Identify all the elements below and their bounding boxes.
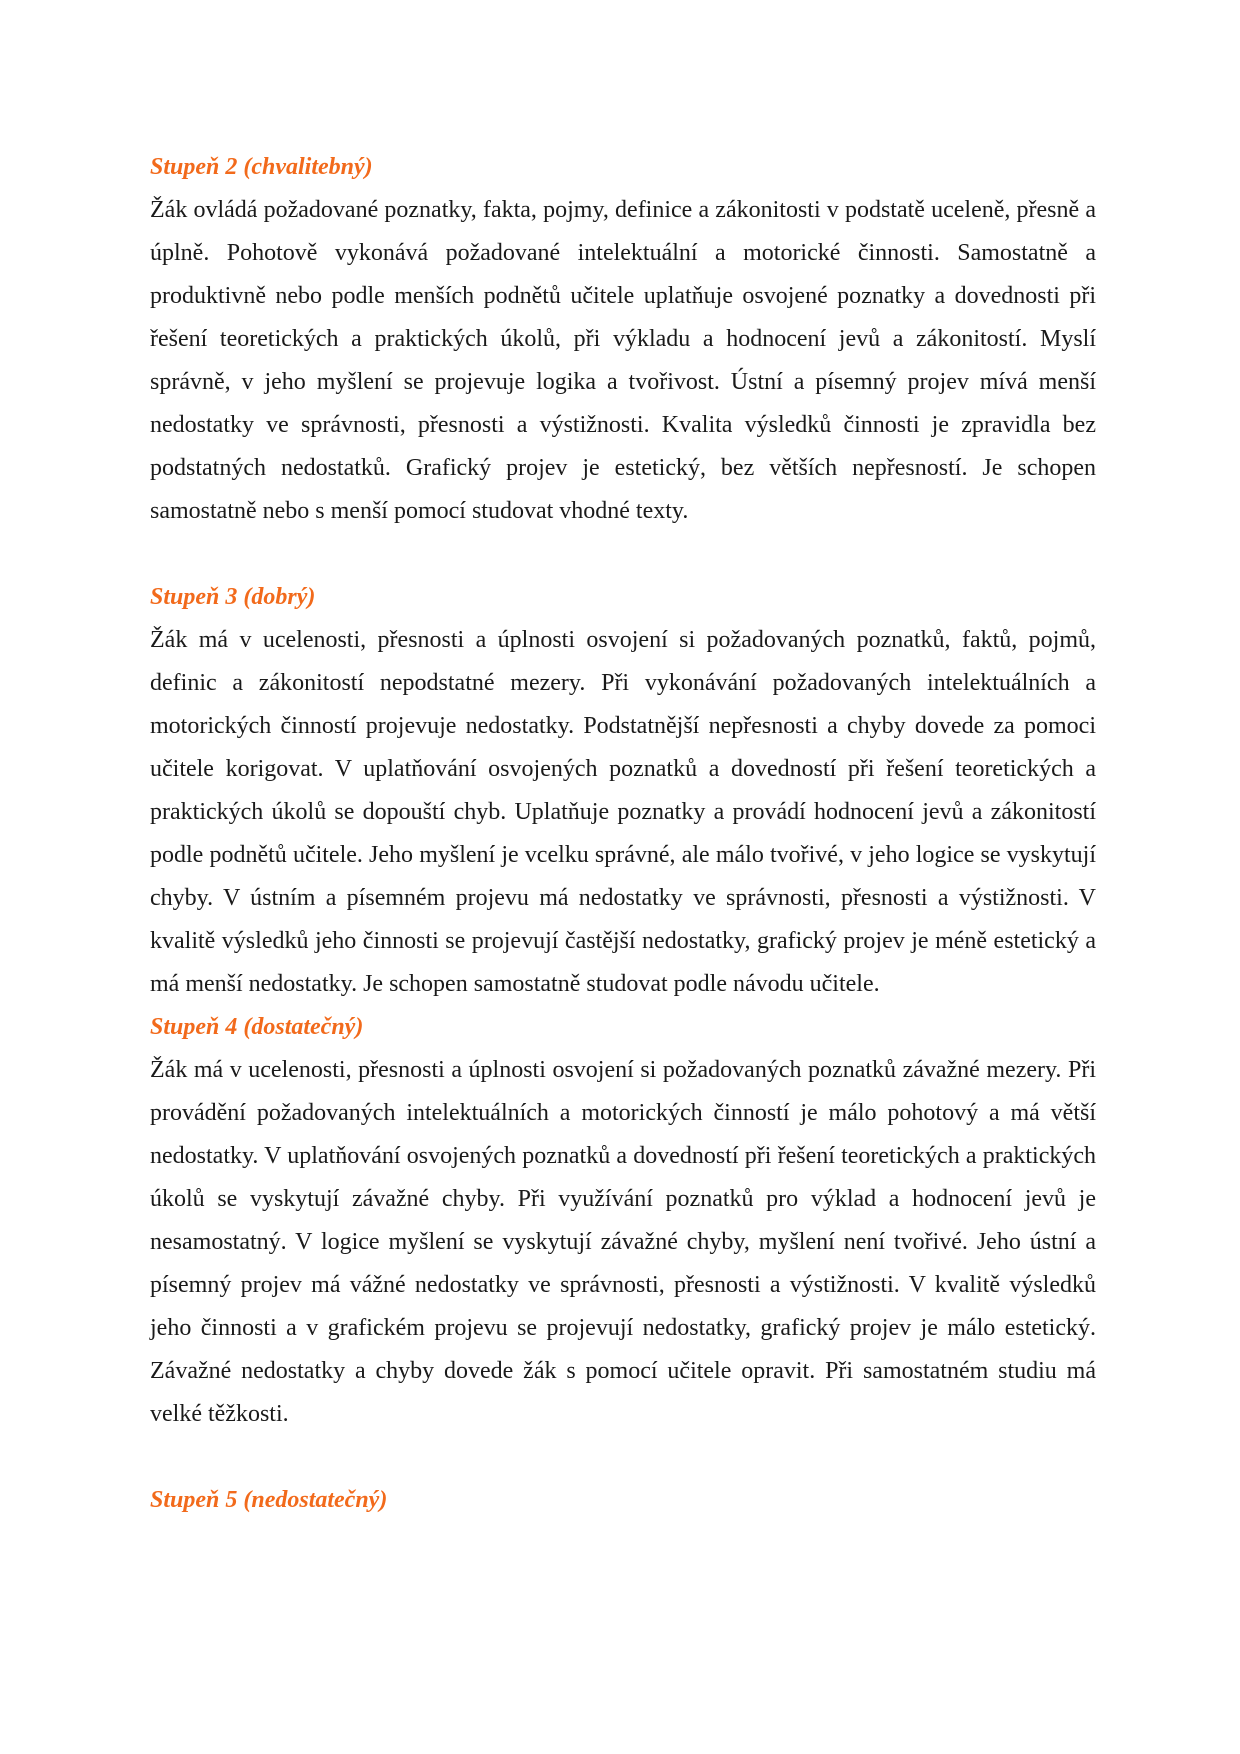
section-spacer: [150, 533, 1096, 576]
section-heading-grade-4: Stupeň 4 (dostatečný): [150, 1014, 364, 1040]
document-page: [150, 146, 1096, 1522]
section-spacer: [150, 1436, 1096, 1479]
section-text-grade-4: Žák má v ucelenosti, přesnosti a úplnosti osvojení si požadovaných poznatků závažné mezery. Při provádění požadovaných intelektuálních a motorických činností je málo pohotový a má větší nedostatky. V uplatňování osvojených poznatků a dovedností při řešení teoretických a praktických úkolů se vyskytují závažné chyby. Při využívání poznatků pro výklad a hodnocení jevů je nesamostatný. V logice myšlení se vyskytují závažné chyby, myšlení není tvořivé. Jeho ústní a písemný projev má vážné nedostatky ve správnosti, přesnosti a výstižnosti. V kvalitě výsledků jeho činnosti a v grafickém projevu se projevují nedostatky, grafický projev je málo estetický. Závažné nedostatky a chyby dovede žák s pomocí učitele opravit. Při samostatném studiu má velké těžkosti.: [150, 1057, 1096, 1427]
section-heading-grade-2: Stupeň 2 (chvalitebný): [150, 154, 373, 180]
section-text-grade-3: Žák má v ucelenosti, přesnosti a úplnosti osvojení si požadovaných poznatků, faktů, pojmů, definic a zákonitostí nepodstatné mezery. Při vykonávání požadovaných intelektuálních a motorických činností projevuje nedostatky. Podstatnější nepřesnosti a chyby dovede za pomoci učitele korigovat. V uplatňování osvojených poznatků a dovedností při řešení teoretických a praktických úkolů se dopouští chyb. Uplatňuje poznatky a provádí hodnocení jevů a zákonitostí podle podnětů učitele. Jeho myšlení je vcelku správné, ale málo tvořivé, v jeho logice se vyskytují chyby. V ústním a písemném projevu má nedostatky ve správnosti, přesnosti a výstižnosti. V kvalitě výsledků jeho činnosti se projevují častější nedostatky, grafický projev je méně estetický a má menší nedostatky. Je schopen samostatně studovat podle návodu učitele.: [150, 627, 1096, 997]
section-heading-grade-5: Stupeň 5 (nedostatečný): [150, 1487, 388, 1513]
section-heading-grade-3: Stupeň 3 (dobrý): [150, 584, 316, 610]
section-text-grade-2: Žák ovládá požadované poznatky, fakta, pojmy, definice a zákonitosti v podstatě uceleně, přesně a úplně. Pohotově vykonává požadované intelektuální a motorické činnosti. Samostatně a produktivně nebo podle menších podnětů učitele uplatňuje osvojené poznatky a dovednosti při řešení teoretických a praktických úkolů, při výkladu a hodnocení jevů a zákonitostí. Myslí správně, v jeho myšlení se projevuje logika a tvořivost. Ústní a písemný projev mívá menší nedostatky ve správnosti, přesnosti a výstižnosti. Kvalita výsledků činnosti je zpravidla bez podstatných nedostatků. Grafický projev je estetický, bez větších nepřesností. Je schopen samostatně nebo s menší pomocí studovat vhodné texty.: [150, 197, 1096, 524]
